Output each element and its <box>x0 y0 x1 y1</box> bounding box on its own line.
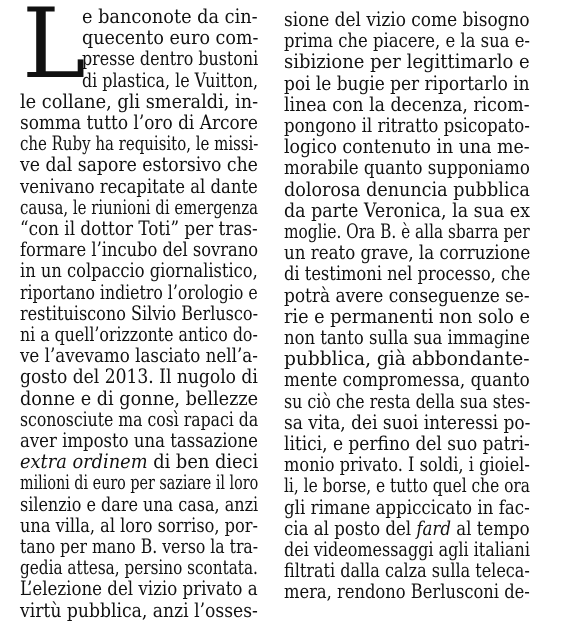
text-span: aver imposto una tassazione <box>20 429 258 452</box>
text-span: di plastica, le Vuitton, <box>82 68 259 92</box>
text-span: prima che piacere, e la sua e- <box>284 29 530 53</box>
text-span: quecento euro com- <box>82 26 259 50</box>
text-span: e banconote da cin- <box>82 5 258 28</box>
text-span: ve dal sapore estorsivo che <box>20 153 258 177</box>
text-span: dei videomessaggi agli italiani <box>284 538 530 561</box>
text-span: riportano indietro l’orologio e <box>20 280 258 304</box>
text-span: di testimoni nel processo, che <box>284 262 531 286</box>
text-span: sconosciute ma così rapaci da <box>20 407 259 431</box>
text-span: da parte Veronica, la sua ex <box>284 198 530 222</box>
text-span: potrà avere conseguenze se- <box>284 283 530 307</box>
text-span: gosto del 2013. Il nugolo di <box>20 365 258 389</box>
text-span: mera, rendono Berlusconi de- <box>284 580 530 604</box>
text-span: su ciò che resta della sua stes- <box>284 389 531 413</box>
text-span: pongono il ritratto psicopato- <box>284 114 530 137</box>
text-span: di ben dieci <box>147 450 259 474</box>
text-span: milioni di euro per saziare il loro <box>20 471 259 495</box>
text-span: “con il dottor Toti” per tras- <box>20 217 258 240</box>
text-span: restituiscono Silvio Berlusco- <box>20 301 259 325</box>
text-span: un reato grave, la corruzione <box>284 241 531 265</box>
text-span: sa vita, dei suoi interessi po- <box>284 410 531 434</box>
text-span: cia al posto del <box>284 516 417 540</box>
text-span: morabile quanto supponiamo <box>284 156 530 180</box>
text-span: una villa, al loro sorriso, por- <box>20 513 258 537</box>
text-span: logico contenuto in una me- <box>284 135 530 159</box>
drop-cap: L <box>22 0 86 100</box>
text-span: L’elezione del vizio privato a <box>20 577 258 601</box>
text-span: gli rimane appiccicato in fac- <box>284 495 530 519</box>
text-span: che Ruby ha requisito, le missi- <box>20 132 259 156</box>
text-span: le collane, gli smeraldi, in- <box>20 89 259 113</box>
text-span: ni a quell’orizzonte antico do- <box>20 323 258 346</box>
text-span: donne e di gonne, bellezze <box>20 386 259 410</box>
text-span: mente compromessa, quanto <box>284 368 530 392</box>
text-line <box>284 580 530 604</box>
text-span: sione del vizio come bisogno <box>284 8 530 31</box>
text-span: tano per mano B. verso la tra- <box>20 535 259 558</box>
text-span: linea con la decenza, ricom- <box>284 92 530 116</box>
text-span: somma tutto l’oro di Arcore <box>20 111 258 134</box>
text-span: ve l’avevamo lasciato nell’a- <box>20 344 258 368</box>
text-span: causa, le riunioni di emergenza <box>20 195 259 219</box>
text-span: monio privato. I soldi, i gioiel- <box>284 453 530 477</box>
text-line <box>20 599 258 623</box>
text-span: li, le borse, e tutto quel che ora <box>284 474 531 498</box>
text-span: rie e permanenti non solo e <box>284 304 530 328</box>
text-span: sibizione per legittimarlo e <box>284 50 530 74</box>
text-span: non tanto sulla sua immagine <box>284 326 530 349</box>
text-span: pubblica, già abbondante- <box>284 347 530 371</box>
text-span: formare l’incubo del sovrano <box>20 238 259 262</box>
text-span: moglie. Ora B. è alla sbarra per <box>284 220 530 243</box>
text-span: in un colpaccio giornalistico, <box>20 259 258 283</box>
text-span: poi le bugie per riportarlo in <box>284 71 530 95</box>
text-span: presse dentro bustoni <box>82 47 259 71</box>
text-span: al tempo <box>450 516 530 540</box>
text-span: silenzio e dare una casa, anzi <box>20 492 259 516</box>
text-span: dolorosa denuncia pubblica <box>284 177 530 201</box>
italic-text: fard <box>416 516 451 540</box>
text-span: filtrati dalla calza sulla teleca- <box>284 559 530 583</box>
italic-text: extra ordinem <box>20 450 148 474</box>
text-span: venivano recapitate al dante <box>20 174 258 198</box>
text-span: virtù pubblica, anzi l’osses- <box>20 598 258 622</box>
text-span: litici, e perfino del suo patri- <box>284 432 530 455</box>
text-span: gedia attesa, persino scontata. <box>20 556 258 580</box>
